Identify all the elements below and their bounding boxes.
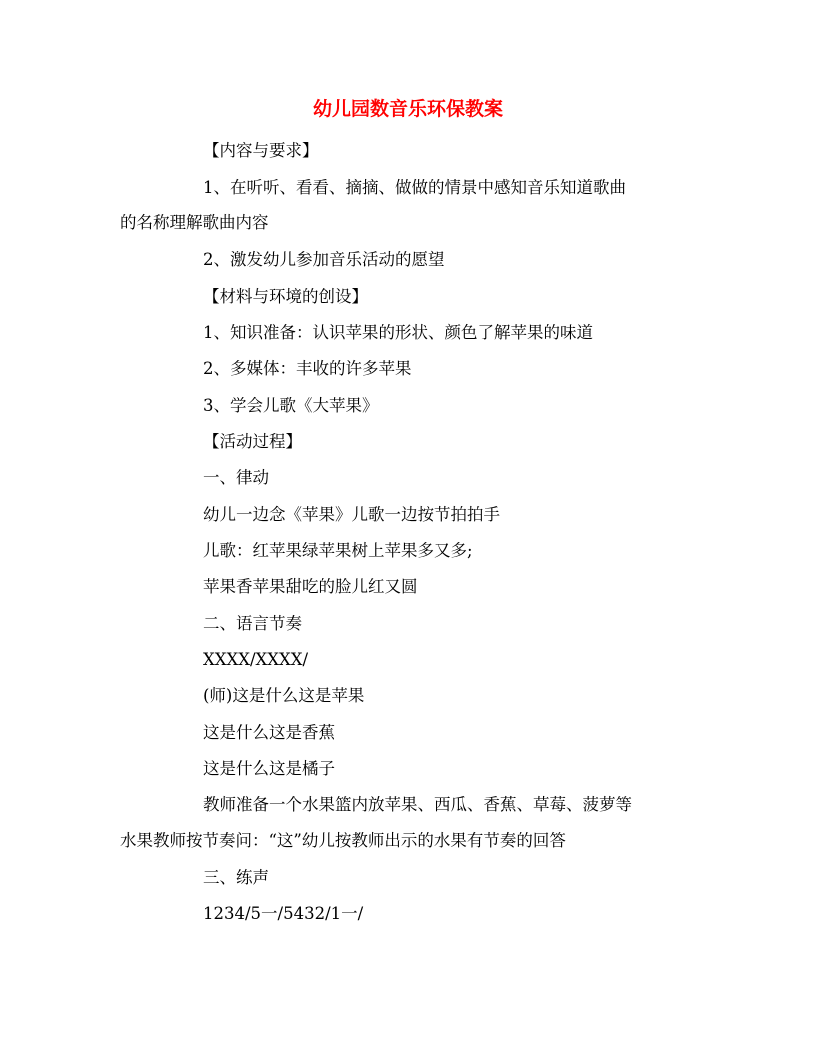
paragraph-line: 这是什么这是橘子: [203, 759, 335, 778]
section-heading-materials: 【材料与环境的创设】: [203, 287, 368, 306]
paragraph-line: 1、在听听、看看、摘摘、做做的情景中感知音乐知道歌曲: [203, 178, 626, 197]
paragraph-line: 3、学会儿歌《大苹果》: [203, 396, 379, 415]
paragraph-line: 幼儿一边念《苹果》儿歌一边按节拍拍手: [203, 505, 500, 524]
paragraph-line: 2、激发幼儿参加音乐活动的愿望: [203, 250, 445, 269]
paragraph-line: 这是什么这是香蕉: [203, 723, 335, 742]
document-title: 幼儿园数音乐环保教案: [312, 98, 503, 120]
section-heading-activity-process: 【活动过程】: [203, 432, 302, 451]
subheading-line: 二、语言节奏: [203, 614, 302, 633]
paragraph-line: 的名称理解歌曲内容: [120, 213, 269, 232]
paragraph-line: 儿歌：红苹果绿苹果树上苹果多又多;: [203, 541, 473, 560]
rhythm-notation-line: XXXX/XXXX/: [203, 650, 309, 669]
paragraph-line: 苹果香苹果甜吃的脸儿红又圆: [203, 577, 418, 596]
paragraph-line: 教师准备一个水果篮内放苹果、西瓜、香蕉、草莓、菠萝等: [203, 795, 632, 814]
vocal-notation-line: 1234/5一/5432/1一/: [203, 904, 364, 923]
paragraph-line: 2、多媒体：丰收的许多苹果: [203, 359, 412, 378]
section-heading-content-requirements: 【内容与要求】: [203, 141, 319, 160]
paragraph-line: 1、知识准备：认识苹果的形状、颜色了解苹果的味道: [203, 323, 593, 342]
paragraph-line: 水果教师按节奏问：“这”幼儿按教师出示的水果有节奏的回答: [120, 831, 566, 850]
subheading-line: 一、律动: [203, 468, 269, 487]
paragraph-line: (师)这是什么这是苹果: [203, 686, 365, 705]
subheading-line: 三、练声: [203, 868, 269, 887]
